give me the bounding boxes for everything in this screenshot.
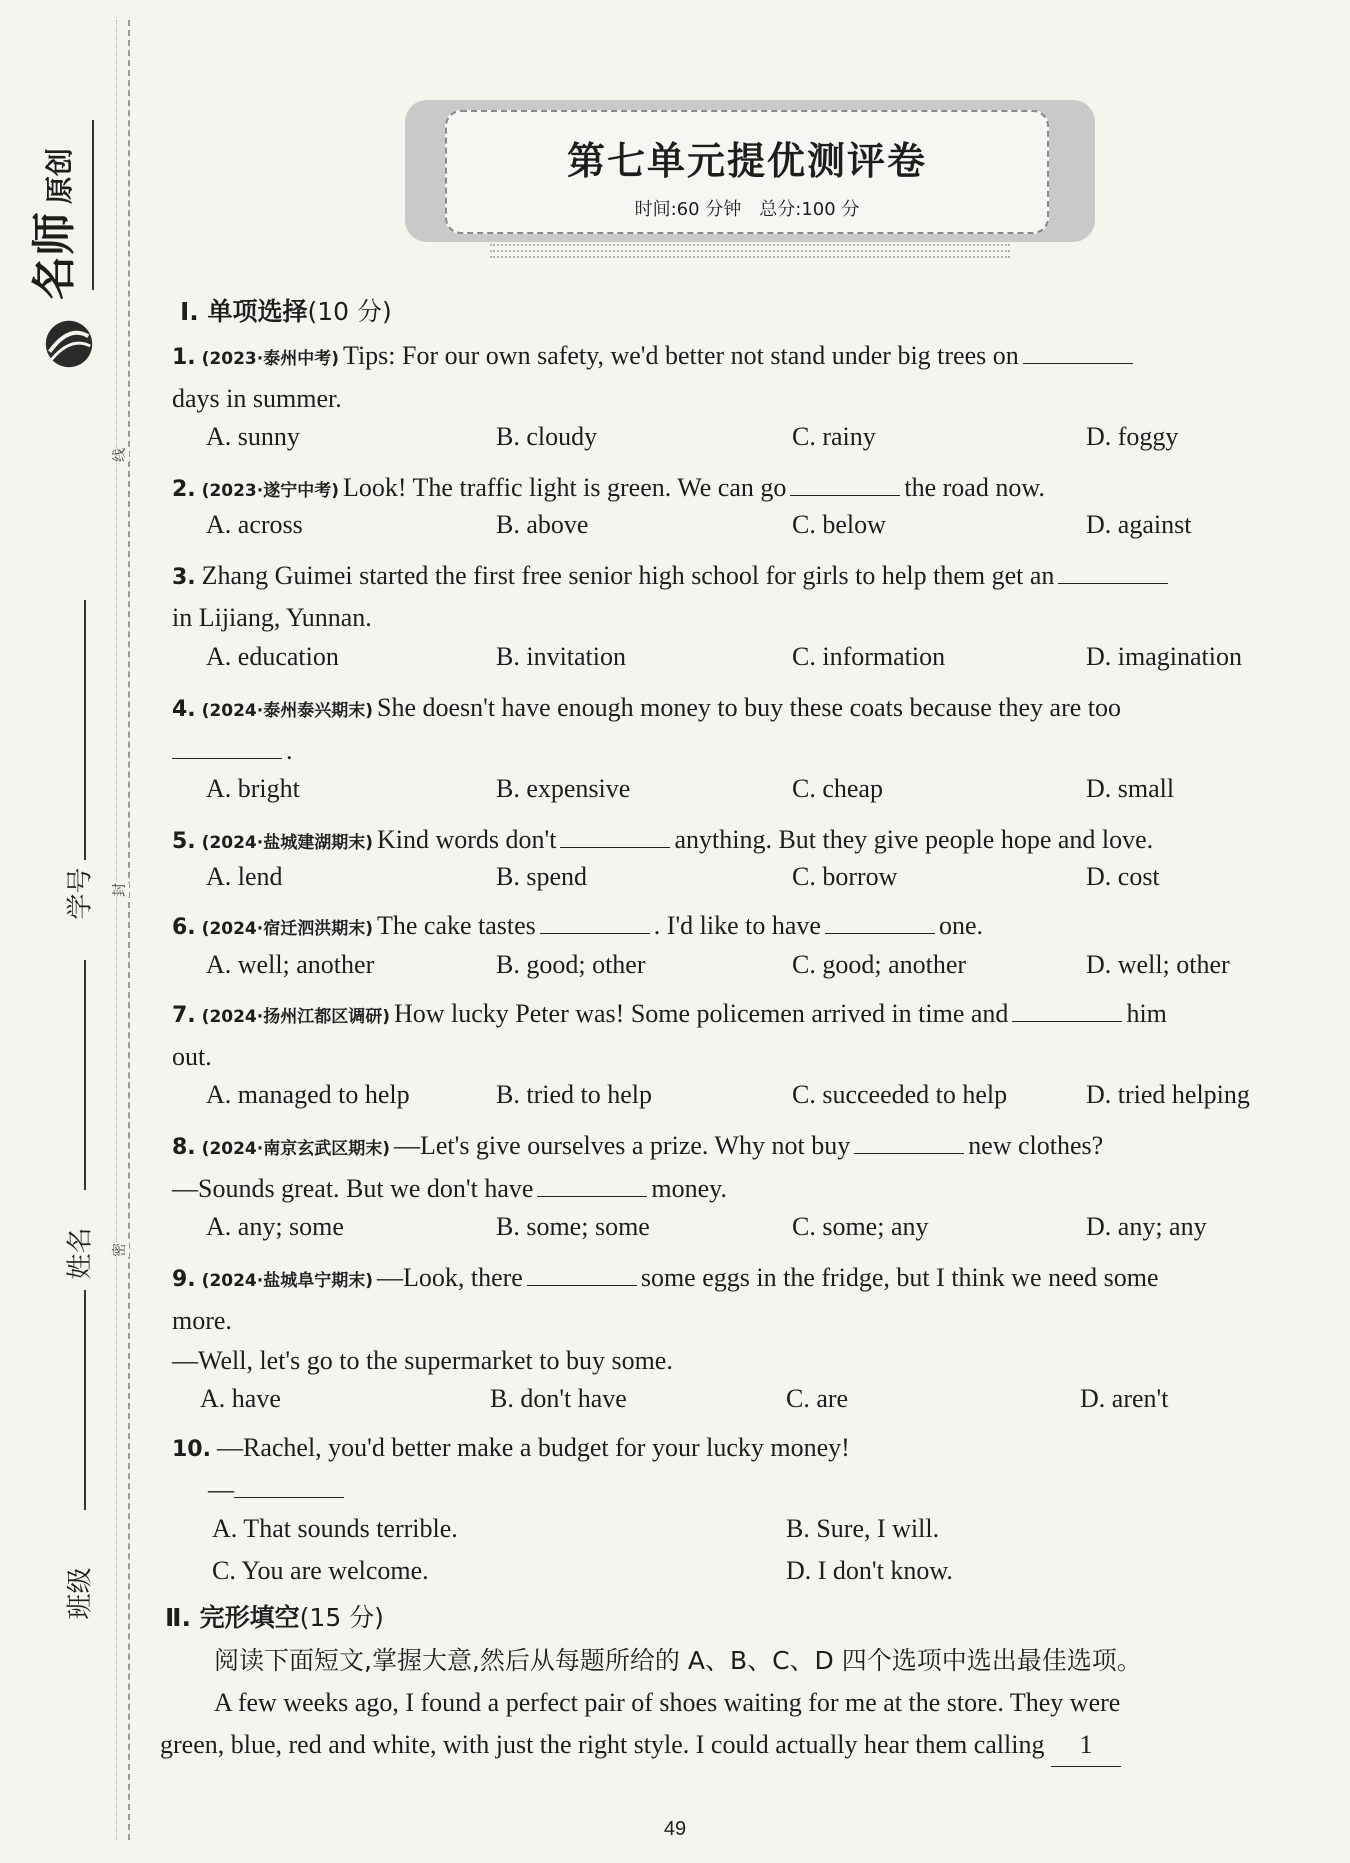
option-d[interactable]: D. tried helping <box>1086 1080 1250 1109</box>
question-2 <box>172 468 1322 511</box>
question-stem-cont: —Sounds great. But we don't have <box>172 1174 534 1203</box>
question-3-options <box>206 642 1306 682</box>
section-2-points: (15 分) <box>299 1603 384 1632</box>
option-c[interactable]: C. cheap <box>792 774 883 803</box>
question-number: 5. <box>172 829 196 854</box>
xingming-label: 姓名 <box>65 1227 96 1280</box>
question-stem: She doesn't have enough money to buy these coats because they are too <box>376 693 1122 722</box>
question-9 <box>172 1258 1322 1381</box>
section-2-heading <box>165 1598 384 1634</box>
page-title: 第七单元提优测评卷 <box>566 139 927 183</box>
question-stem: The cake tastes <box>376 911 536 940</box>
option-c[interactable]: C. You are welcome. <box>212 1556 429 1585</box>
option-b[interactable]: B. good; other <box>496 950 646 979</box>
question-stem-post: anything. But they give people hope and love. <box>674 825 1154 854</box>
cut-mark-xian: 线 <box>109 448 129 462</box>
answer-blank-2[interactable] <box>537 1176 647 1197</box>
answer-blank[interactable] <box>560 827 670 848</box>
option-d[interactable]: D. I don't know. <box>786 1556 953 1585</box>
question-10-options-row2 <box>206 1556 1306 1596</box>
option-c[interactable]: C. succeeded to help <box>792 1080 1008 1109</box>
question-number: 10. <box>172 1437 211 1462</box>
question-source: (2023·遂宁中考) <box>201 481 339 501</box>
section-2-title: Ⅱ. 完形填空 <box>165 1603 300 1632</box>
brand-divider <box>92 120 94 290</box>
question-stem-cont: days in summer. <box>172 384 342 413</box>
question-number: 1. <box>172 345 196 370</box>
answer-blank[interactable] <box>540 913 650 934</box>
question-4 <box>172 688 1322 771</box>
question-source: (2024·南京玄武区期末) <box>201 1139 390 1159</box>
option-a[interactable]: A. managed to help <box>206 1080 410 1109</box>
section-1-heading <box>180 292 392 328</box>
option-c[interactable]: C. borrow <box>792 862 898 891</box>
question-4-options <box>206 774 1306 814</box>
question-number: 2. <box>172 477 196 502</box>
question-stem-post: some eggs in the fridge, but I think we need some <box>640 1263 1159 1292</box>
section-1-title: Ⅰ. 单项选择 <box>180 297 308 326</box>
question-stem-post: the road now. <box>904 473 1045 502</box>
question-5-options <box>206 862 1306 902</box>
question-5 <box>172 820 1322 863</box>
question-stem-post2: one. <box>938 911 983 940</box>
title-banner-inner <box>445 110 1049 234</box>
option-b[interactable]: B. tried to help <box>496 1080 652 1109</box>
option-c[interactable]: C. information <box>792 642 946 671</box>
question-stem-post: . I'd like to have <box>653 911 821 940</box>
answer-blank[interactable] <box>790 475 900 496</box>
answer-blank-2[interactable] <box>825 913 935 934</box>
question-source: (2023·泰州中考) <box>201 349 339 369</box>
question-10 <box>172 1428 1322 1510</box>
question-stem-cont: more. <box>172 1306 232 1335</box>
option-a[interactable]: A. across <box>206 510 303 539</box>
question-source: (2024·扬州江都区调研) <box>201 1007 390 1027</box>
question-number: 7. <box>172 1003 196 1028</box>
cloze-passage <box>160 1640 1320 1767</box>
option-d[interactable]: D. small <box>1086 774 1175 803</box>
question-stem-cont2: —Well, let's go to the supermarket to buy some. <box>172 1346 673 1375</box>
cloze-line-1: A few weeks ago, I found a perfect pair of shoes waiting for me at the store. They were <box>214 1688 1121 1717</box>
option-a[interactable]: A. any; some <box>206 1212 344 1241</box>
question-source: (2024·盐城阜宁期末) <box>201 1271 373 1291</box>
option-a[interactable]: A. sunny <box>206 422 300 451</box>
binding-margin <box>0 0 150 1863</box>
question-2-options <box>206 510 1306 550</box>
question-10-options-row1 <box>206 1514 1306 1554</box>
brand-sub: 原创 <box>43 147 76 204</box>
answer-blank[interactable] <box>234 1477 344 1498</box>
question-source: (2024·宿迁泗洪期末) <box>201 919 373 939</box>
question-stem-cont-post: money. <box>651 1174 727 1203</box>
title-banner <box>405 100 1095 242</box>
option-a[interactable]: A. bright <box>206 774 300 803</box>
question-9-options <box>200 1384 1306 1424</box>
option-c[interactable]: C. good; another <box>792 950 967 979</box>
brand-globe-icon <box>40 315 98 373</box>
answer-blank[interactable] <box>1058 563 1168 584</box>
question-stem: —Rachel, you'd better make a budget for your lucky money! <box>216 1433 850 1462</box>
question-number: 8. <box>172 1135 196 1160</box>
section-1-points: (10 分) <box>307 297 392 326</box>
option-a[interactable]: A. That sounds terrible. <box>212 1514 458 1543</box>
question-stem-cont: out. <box>172 1042 212 1071</box>
answer-blank[interactable] <box>1012 1001 1122 1022</box>
question-7-options <box>206 1080 1306 1120</box>
answer-blank[interactable] <box>854 1133 964 1154</box>
option-c[interactable]: C. are <box>786 1384 849 1413</box>
question-1-options <box>206 422 1306 462</box>
option-c[interactable]: C. rainy <box>792 422 876 451</box>
question-1 <box>172 336 1322 419</box>
question-stem: Kind words don't <box>376 825 557 854</box>
xingming-line <box>84 960 86 1190</box>
option-d[interactable]: D. foggy <box>1086 422 1179 451</box>
question-source: (2024·泰州泰兴期末) <box>201 701 373 721</box>
question-stem: Zhang Guimei started the first free senior high school for girls to help them get an <box>201 561 1055 590</box>
question-number: 4. <box>172 697 196 722</box>
cloze-instruction: 阅读下面短文,掌握大意,然后从每题所给的 A、B、C、D 四个选项中选出最佳选项。 <box>214 1646 1142 1675</box>
option-b[interactable]: B. Sure, I will. <box>786 1514 940 1543</box>
option-d[interactable]: D. cost <box>1086 862 1160 891</box>
question-number: 9. <box>172 1267 196 1292</box>
answer-blank[interactable] <box>172 738 282 759</box>
cut-mark-mi: 密 <box>109 1243 129 1257</box>
question-6-options <box>206 950 1306 990</box>
banji-label: 班级 <box>65 1567 96 1620</box>
binding-cut-line <box>128 20 130 1840</box>
option-b[interactable]: B. spend <box>496 862 587 891</box>
question-source: (2024·盐城建湖期末) <box>201 833 373 853</box>
option-b[interactable]: B. cloudy <box>496 422 598 451</box>
brand-main: 名师 <box>29 212 80 300</box>
option-a[interactable]: A. education <box>206 642 339 671</box>
cloze-line-2-text: green, blue, red and white, with just the right style. I could actually hear them calling <box>160 1730 1045 1759</box>
xuehao-label: 学号 <box>65 867 96 920</box>
cloze-blank-1[interactable]: 1 <box>1051 1724 1121 1767</box>
question-stem-cont: — <box>208 1475 234 1504</box>
option-d[interactable]: D. aren't <box>1080 1384 1169 1413</box>
question-stem-post: new clothes? <box>968 1131 1104 1160</box>
question-stem-post: him <box>1126 999 1167 1028</box>
option-a[interactable]: A. well; another <box>206 950 375 979</box>
question-stem: —Look, there <box>376 1263 523 1292</box>
page-number: 49 <box>663 1818 687 1840</box>
binding-dotted-line <box>116 20 117 1840</box>
answer-blank[interactable] <box>527 1265 637 1286</box>
answer-blank[interactable] <box>1023 343 1133 364</box>
option-d[interactable]: D. against <box>1086 510 1192 539</box>
cut-mark-feng: 封 <box>109 883 129 897</box>
option-b[interactable]: B. don't have <box>490 1384 627 1413</box>
question-stem: Look! The traffic light is green. We can go <box>342 473 787 502</box>
question-stem: How lucky Peter was! Some policemen arrived in time and <box>393 999 1009 1028</box>
question-number: 3. <box>172 565 196 590</box>
option-d[interactable]: D. imagination <box>1086 642 1242 671</box>
option-c[interactable]: C. some; any <box>792 1212 929 1241</box>
banji-line <box>84 1290 86 1510</box>
brand-logo-text <box>18 147 82 300</box>
question-stem-cont: in Lijiang, Yunnan. <box>172 603 372 632</box>
cloze-line-2 <box>160 1724 1320 1767</box>
question-number: 6. <box>172 915 196 940</box>
question-7 <box>172 994 1322 1077</box>
question-8-options <box>206 1212 1306 1252</box>
exam-info: 时间:60 分钟 总分:100 分 <box>634 199 860 220</box>
question-stem-cont: . <box>286 736 293 765</box>
question-3 <box>172 556 1322 638</box>
option-d[interactable]: D. any; any <box>1086 1212 1207 1241</box>
option-b[interactable]: B. expensive <box>496 774 631 803</box>
question-stem: —Let's give ourselves a prize. Why not buy <box>393 1131 851 1160</box>
option-b[interactable]: B. some; some <box>496 1212 650 1241</box>
option-a[interactable]: A. lend <box>206 862 283 891</box>
option-b[interactable]: B. above <box>496 510 589 539</box>
question-stem: Tips: For our own safety, we'd better not stand under big trees on <box>342 341 1019 370</box>
question-8 <box>172 1126 1322 1209</box>
option-c[interactable]: C. below <box>792 510 886 539</box>
question-6 <box>172 906 1322 949</box>
banner-dotted-rule <box>490 240 1010 266</box>
option-b[interactable]: B. invitation <box>496 642 626 671</box>
xuehao-line <box>84 600 86 860</box>
option-a[interactable]: A. have <box>200 1384 281 1413</box>
option-d[interactable]: D. well; other <box>1086 950 1230 979</box>
